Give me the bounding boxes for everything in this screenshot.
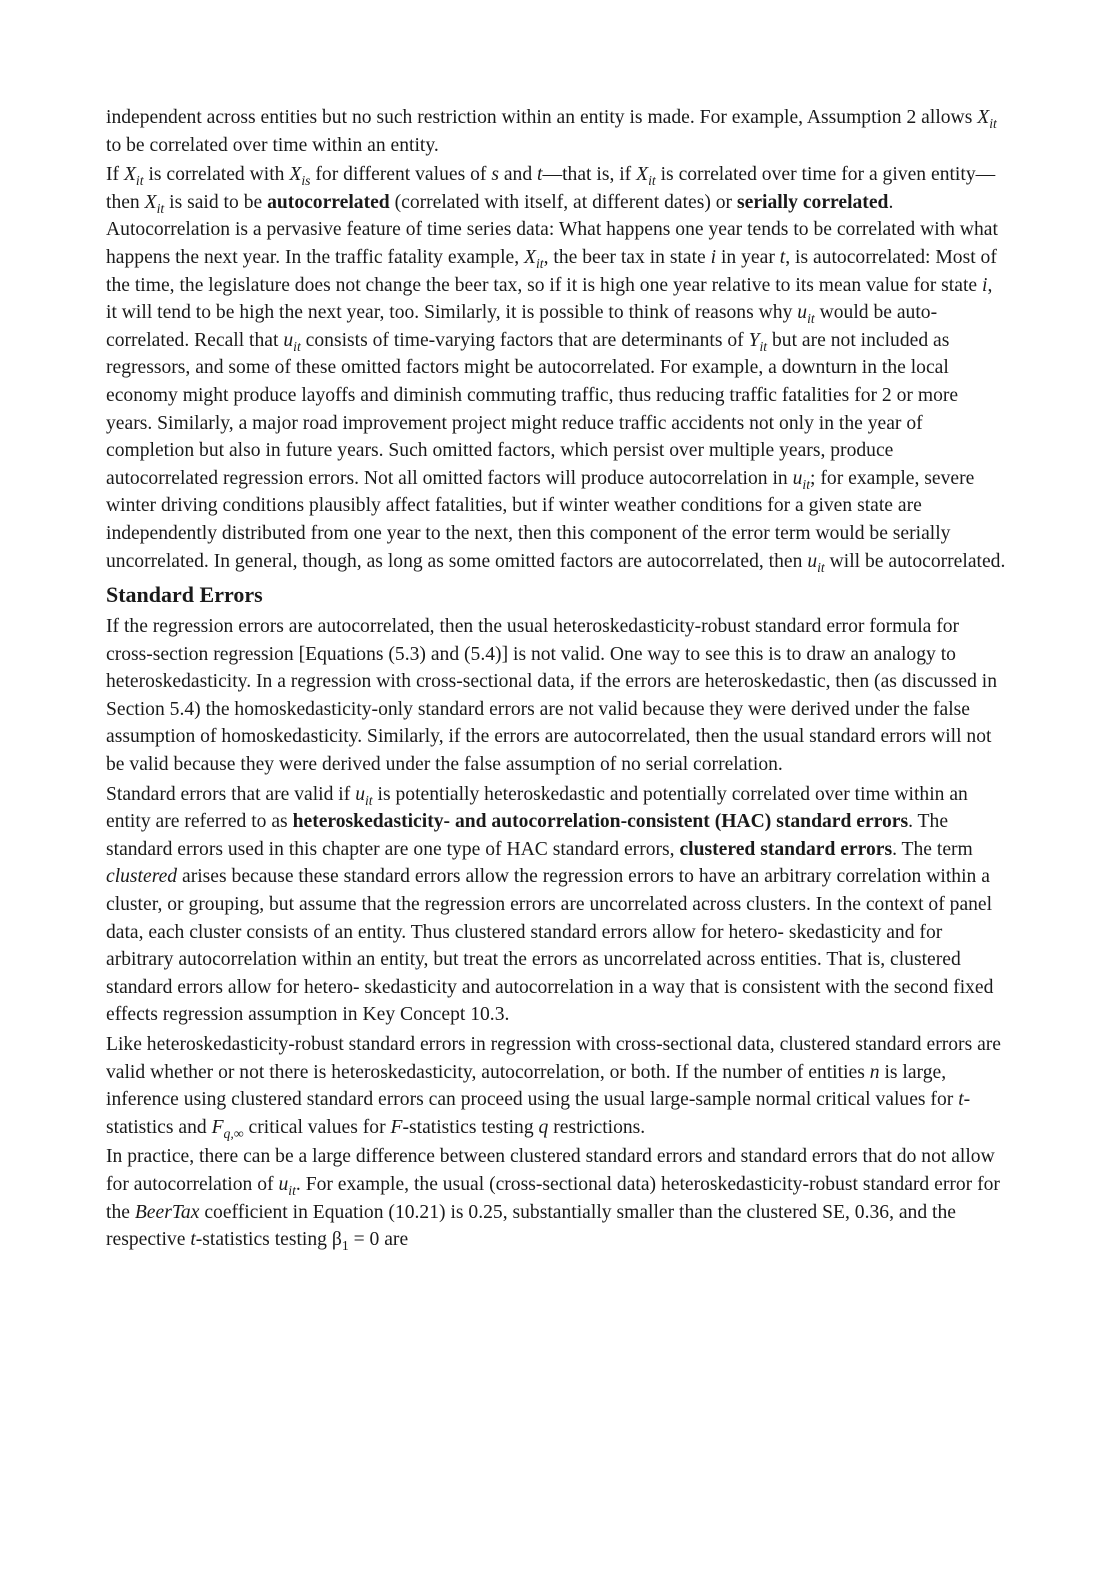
paragraph-2: If $X_{it}$ is correlated with $X_{is}$ for different values of s and t—that is, if $X_{it}$ is correlated over time for a given entity—then $X_{it}$ is said to be autocorrelated (correlated with itself, at different dates) or serially correlated. Autocorrelation is a pervasive feature of time series data: What happens one year tends to be correlated with what happens the next year. In the traffic fatality example, $X_{it}$, the beer tax in state i in year t, is autocorrelated: Most of the time, the legislature does not change the beer tax, so if it is high one year relative to its mean value for state i, it will tend to be high the next year, too. Similarly, it is possible to think of reasons why $u_{it}$ would be auto- correlated. Recall that $u_{it}$ consists of time-varying factors that are determinants of $Y_{it}$ but are not included as regressors, and some of these omitted factors might be autocorrelated. For example, a downturn in the local economy might produce layoffs and diminish commuting traffic, thus reducing traffic fatalities for 2 or more years. Similarly, a major road improvement project might reduce traffic accidents not only in the year of completion but also in future years. Such omitted factors, which persist over multiple years, produce autocorrelated regression errors. Not all omitted factors will produce autocorrelation in $u_{it}$; for example, severe winter driving conditions plausibly affect fatalities, but if winter weather conditions for a given state are independently distributed from one year to the next, then this component of the error term would be serially uncorrelated. In general, though, as long as some omitted factors are autocorrelated, then $u_{it}$ will be autocorrelated. bbox=[106, 164, 1006, 575]
document-body bbox=[106, 104, 1006, 1254]
paragraph-4: Standard errors that are valid if $u_{it}$ is potentially heteroskedastic and potentially correlated over time within an entity are referred to as heteroskedasticity- and autocorrelation-consistent (HAC) standard errors. The standard errors used in this chapter are one type of HAC standard errors, clustered standard errors. The term clustered arises because these standard errors allow the regression errors to have an arbitrary correlation within a cluster, or grouping, but assume that the regression errors are uncorrelated across clusters. In the context of panel data, each cluster consists of an entity. Thus clustered standard errors allow for hetero- skedasticity and for arbitrary autocorrelation within an entity, but treat the errors as uncorrelated across entities. That is, clustered standard errors allow for hetero- skedasticity and autocorrelation in a way that is consistent with the second fixed effects regression assumption in Key Concept 10.3. bbox=[106, 783, 994, 1026]
paragraph-3: If the regression errors are autocorrelated, then the usual heteroskedasticity-robust standard error formula for cross-section regression [Equations (5.3) and (5.4)] is not valid. One way to see this is to draw an analogy to heteroskedasticity. In a regression with cross-sectional data, if the errors are heteroskedastic, then (as discussed in Section 5.4) the homoskedasticity-only standard errors are not valid because they were derived under the false assumption of homoskedasticity. Similarly, if the errors are autocorrelated, then the usual standard errors will not be valid because they were derived under the false assumption of no serial correlation. bbox=[106, 616, 998, 776]
paragraph-1: independent across entities but no such restriction within an entity is made. For example, Assumption 2 allows $X_{it}$ to be correlated over time within an entity. bbox=[106, 107, 997, 156]
section-heading: Standard Errors bbox=[106, 582, 263, 608]
paragraph-6: In practice, there can be a large difference between clustered standard errors and standard errors that do not allow for autocorrelation of $u_{it}$. For example, the usual (cross-sectional data) heteroskedasticity-robust standard error for the BeerTax coefficient in Equation (10.21) is 0.25, substantially smaller than the clustered SE, 0.36, and the respective t-statistics testing $\beta_1 = 0$ are bbox=[106, 1146, 1000, 1253]
paragraph-5: Like heteroskedasticity-robust standard errors in regression with cross-sectional data, clustered standard errors are valid whether or not there is heteroskedasticity, autocorrelation, or both. If the number of entities n is large, inference using clustered standard errors can proceed using the usual large-sample normal critical values for t-statistics and $F_{q,\infty}$ critical values for F-statistics testing q restrictions. bbox=[106, 1034, 1002, 1141]
